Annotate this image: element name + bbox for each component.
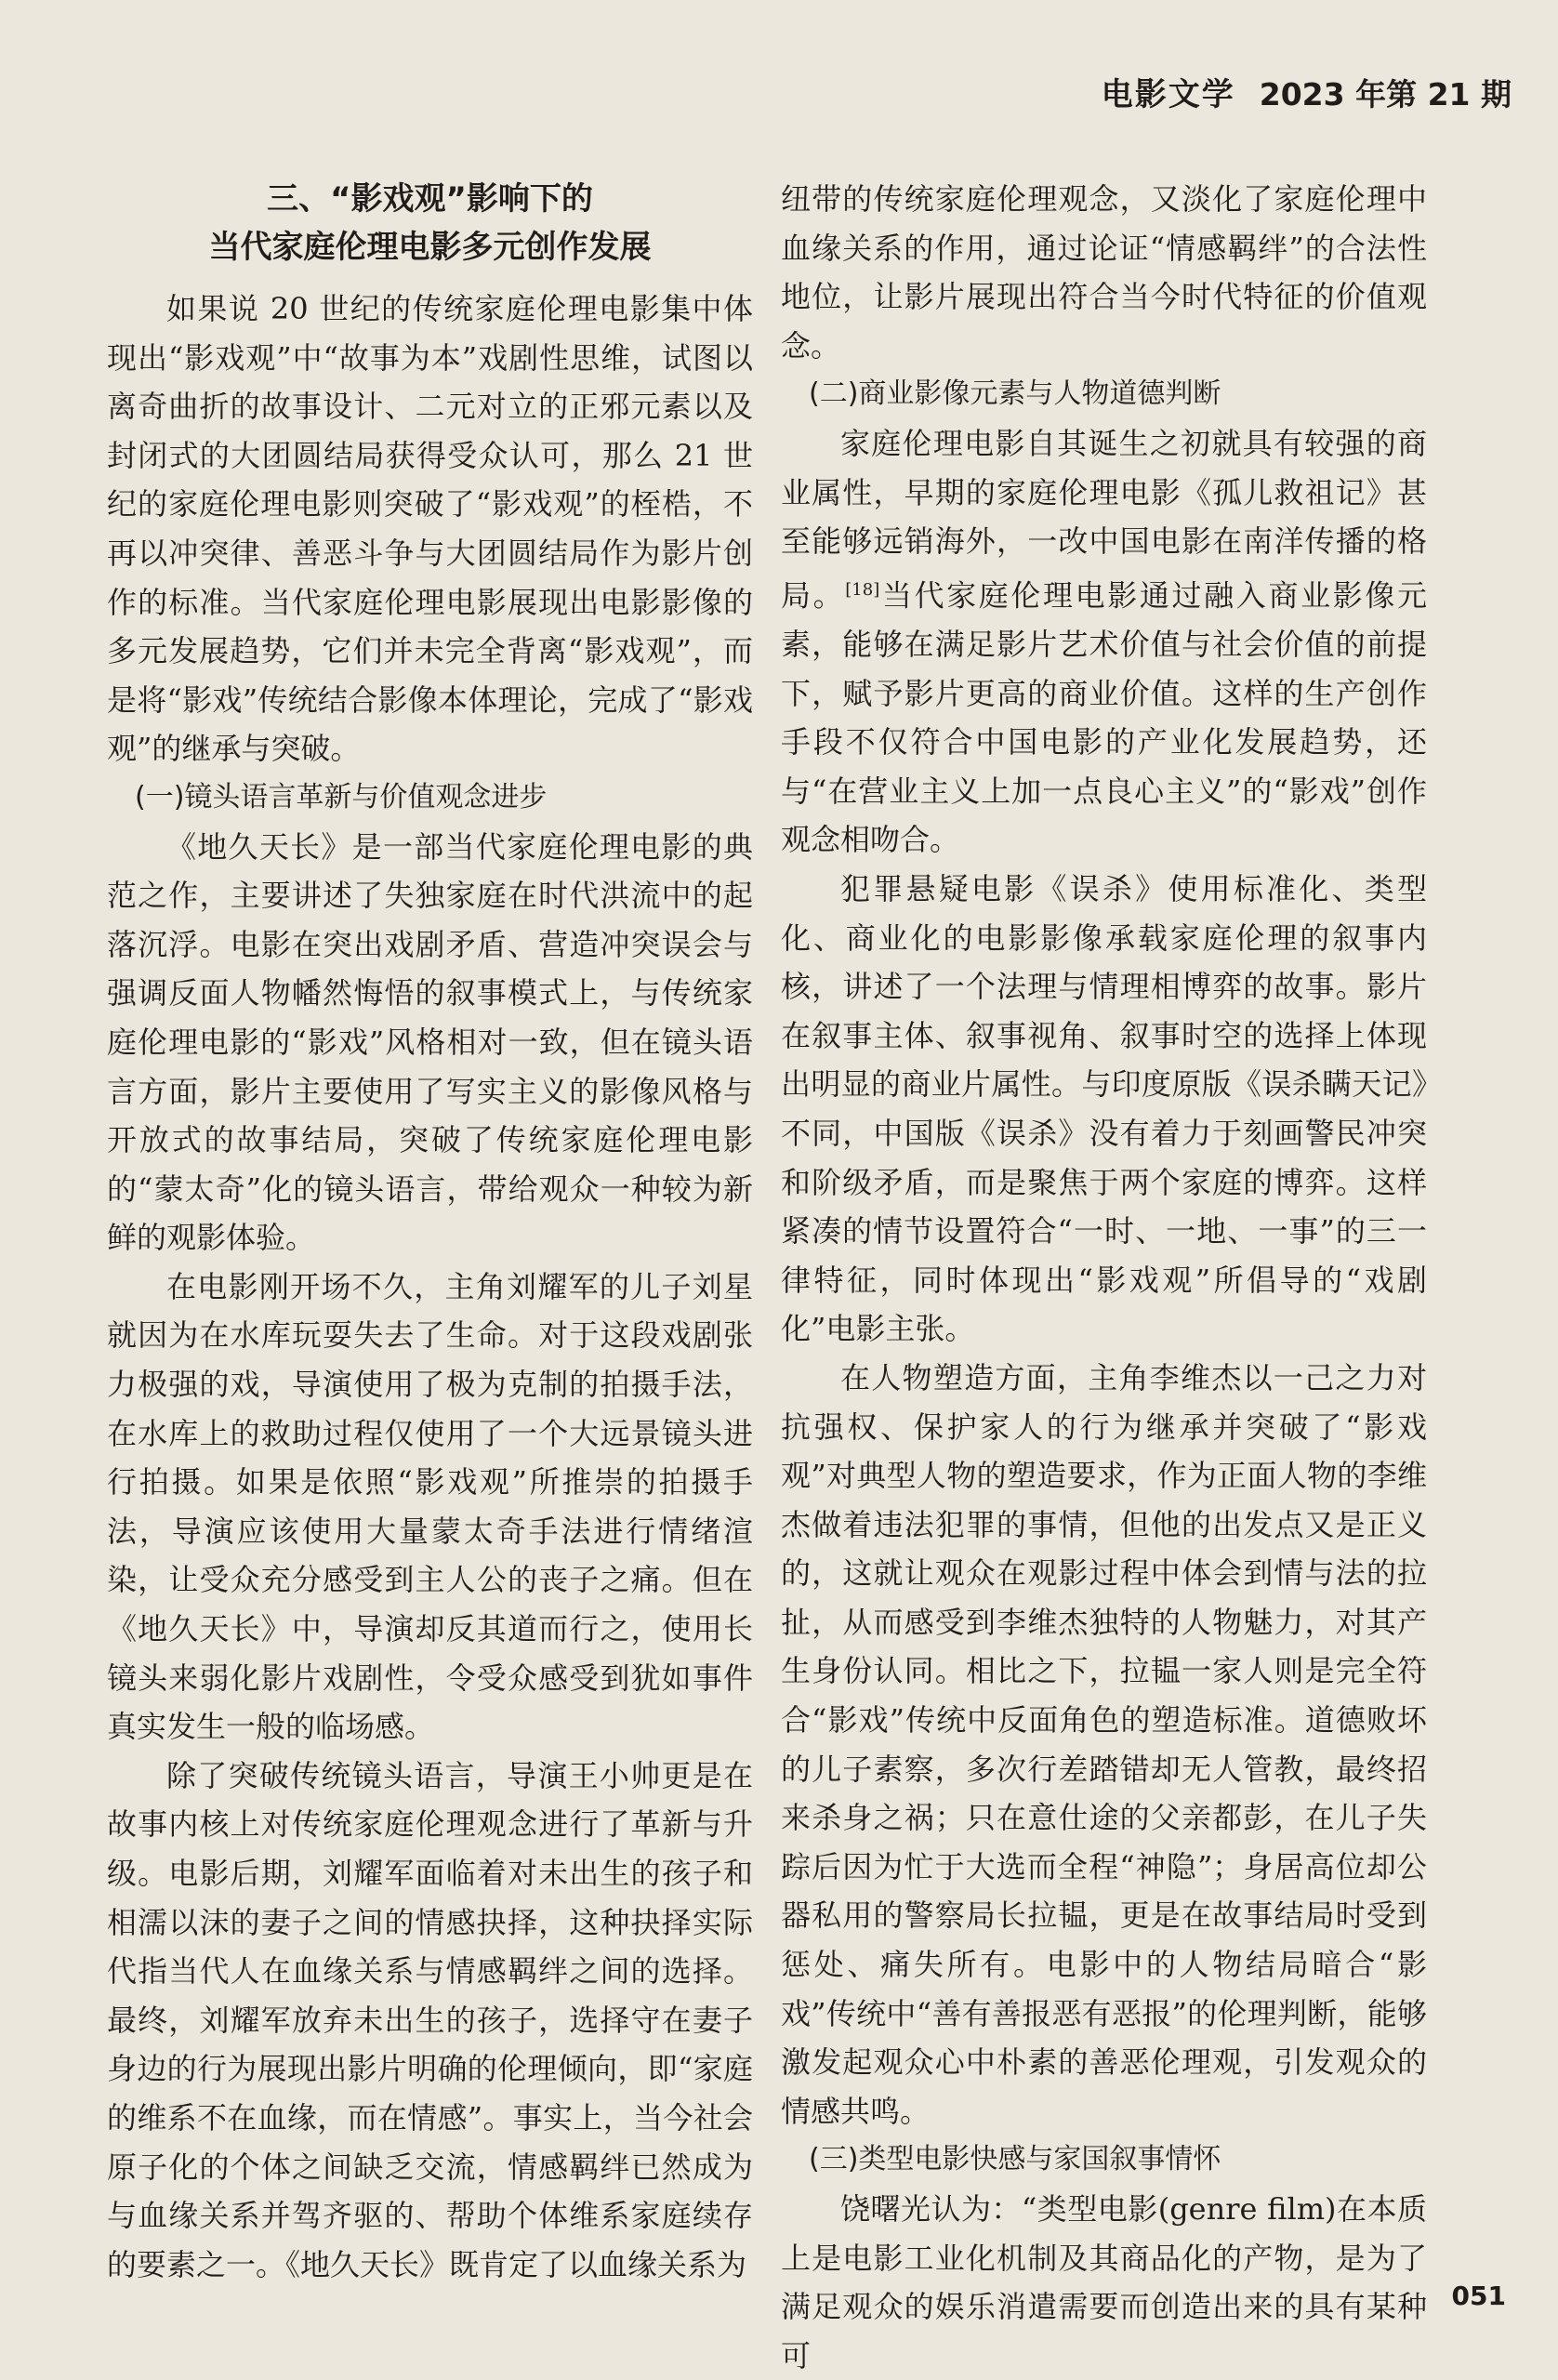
paragraph: 除了突破传统镜头语言，导演王小帅更是在故事内核上对传统家庭伦理观念进行了革新与升级。电影后期，刘耀军面临着对未出生的孩子和相濡以沫的妻子之间的情感抉择，这种抉择实际代指当代人在血缘关系与情感羁绊之间的选择。最终，刘耀军放弃未出生的孩子，选择守在妻子身边的行为展现出影片明确的伦理倾向，即“家庭的维系不在血缘，而在情感”。事实上，当今社会原子化的个体之间缺乏交流，情感羁绊已然成为与血缘关系并驾齐驱的、帮助个体维系家庭续存的要素之一。《地久天长》既肯定了以血缘关系为 — [107, 1757, 753, 2282]
paragraph-text: 当代家庭伦理电影通过融入商业影像元素，能够在满足影片艺术价值与社会价值的前提下，赋予影片更高的商业价值。这样的生产创作手段不仅符合中国电影的产业化发展趋势，还与“在营业主义上加一点良心主义”的“影戏”创作观念相吻合。 — [781, 577, 1427, 858]
section-title — [107, 175, 753, 271]
paragraph-continued: 纽带的传统家庭伦理观念，又淡化了家庭伦理中血缘关系的作用，通过论证“情感羁绊”的合法性地位，让影片展现出符合当今时代特征的价值观念。 — [781, 181, 1427, 364]
subsection-heading: (三)类型电影快感与家国叙事情怀 — [809, 2143, 1221, 2176]
paragraph: 在人物塑造方面，主角李维杰以一己之力对抗强权、保护家人的行为继承并突破了“影戏观”对典型人物的塑造要求，作为正面人物的李维杰做着违法犯罪的事情，但他的出发点又是正义的，这就让观众在观影过程中体会到情与法的拉扯，从而感受到李维杰独特的人物魅力，对其产生身份认同。相比之下，拉韫一家人则是完全符合“影戏”传统中反面角色的塑造标准。道德败坏的儿子素察，多次行差踏错却无人管教，最终招来杀身之祸；只在意仕途的父亲都彭，在儿子失踪后因为忙于大选而全程“神隐”；身居高位却公器私用的警察局长拉韫，更是在故事结局时受到惩处、痛失所有。电影中的人物结局暗合“影戏”传统中“善有善报恶有恶报”的伦理判断，能够激发起观众心中朴素的善恶伦理观，引发观众的情感共鸣。 — [781, 1359, 1427, 2129]
page-header — [1102, 69, 1512, 114]
issue-number: 2023 年第 21 期 — [1259, 76, 1512, 112]
subsection-heading: (一)镜头语言革新与价值观念进步 — [135, 780, 548, 813]
paragraph: 在电影刚开场不久，主角刘耀军的儿子刘星就因为在水库玩耍失去了生命。对于这段戏剧张力极强的戏，导演使用了极为克制的拍摄手法，在水库上的救助过程仅使用了一个大远景镜头进行拍摄。如果是依照“影戏观”所推崇的拍摄手法，导演应该使用大量蒙太奇手法进行情绪渲染，让受众充分感受到主人公的丧子之痛。但在《地久天长》中，导演却反其道而行之，使用长镜头来弱化影片戏剧性，令受众感受到犹如事件真实发生一般的临场感。 — [107, 1268, 753, 1745]
paragraph: 如果说 20 世纪的传统家庭伦理电影集中体现出“影戏观”中“故事为本”戏剧性思维，试图以离奇曲折的故事设计、二元对立的正邪元素以及封闭式的大团圆结局获得受众认可，那么 21 世纪的家庭伦理电影则突破了“影戏观”的桎梏，不再以冲突律、善恶斗争与大团圆结局作为影片创作的标准。当代家庭伦理电影展现出电影影像的多元发展趋势，它们并未完全背离“影戏观”，而是将“影戏”传统结合影像本体理论，完成了“影戏观”的继承与突破。 — [107, 291, 753, 767]
paragraph: 饶曙光认为：“类型电影(genre film)在本质上是电影工业化机制及其商品化的产物，是为了满足观众的娱乐消遣需要而创造出来的具有某种可 — [781, 2191, 1427, 2373]
paragraph: 犯罪悬疑电影《误杀》使用标准化、类型化、商业化的电影影像承载家庭伦理的叙事内核，讲述了一个法理与情理相博弈的故事。影片在叙事主体、叙事视角、叙事时空的选择上体现出明显的商业片属性。与印度原版《误杀瞒天记》不同，中国版《误杀》没有着力于刻画警民冲突和阶级矛盾，而是聚焦于两个家庭的博弈。这样紧凑的情节设置符合“一时、一地、一事”的三一律特征，同时体现出“影戏观”所倡导的“戏剧化”电影主张。 — [781, 870, 1427, 1347]
paragraph — [781, 419, 1427, 865]
journal-name: 电影文学 — [1101, 76, 1235, 113]
paragraph-text: 家庭伦理电影自其诞生之初就具有较强的商业属性，早期的家庭伦理电影《孤儿救祖记》甚至能够远销海外，一改中国电影在南洋传播的格局。 — [781, 425, 1427, 614]
paragraph: 《地久天长》是一部当代家庭伦理电影的典范之作，主要讲述了失独家庭在时代洪流中的起落沉浮。电影在突出戏剧矛盾、营造冲突误会与强调反面人物幡然悔悟的叙事模式上，与传统家庭伦理电影的“影戏”风格相对一致，但在镜头语言方面，影片主要使用了写实主义的影像风格与开放式的故事结局，突破了传统家庭伦理电影的“蒙太奇”化的镜头语言，带给观众一种较为新鲜的观影体验。 — [107, 828, 753, 1256]
left-column — [107, 175, 753, 2289]
subsection-heading: (二)商业影像元素与人物道德判断 — [809, 377, 1221, 411]
section-title-line-1: 三、“影戏观”影响下的 — [267, 180, 593, 218]
page-number: 051 — [1451, 2281, 1506, 2311]
right-column — [781, 175, 1427, 2380]
reference-marker: [18] — [845, 579, 880, 600]
section-title-line-2: 当代家庭伦理电影多元创作发展 — [208, 229, 652, 266]
